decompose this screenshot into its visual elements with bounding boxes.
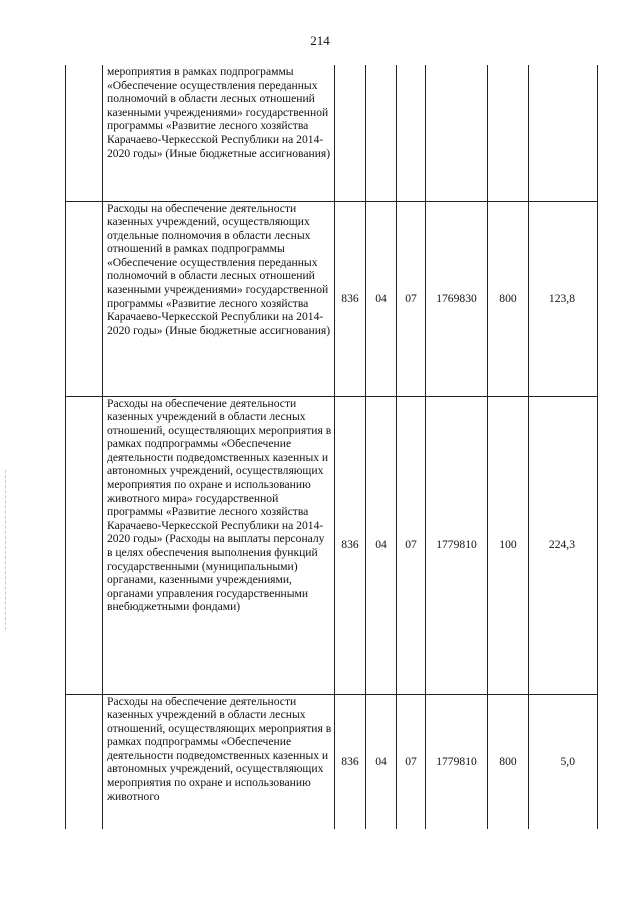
empty-cell: [66, 201, 103, 396]
table-row: [66, 201, 598, 396]
section-code: 04: [366, 694, 397, 829]
page-number: 214: [310, 33, 330, 48]
section-code: 04: [366, 396, 397, 694]
row-description: мероприятия в рамках подпрограммы «Обеспечение осуществления переданных полномочий в области лесных отношений казенными учреждениями» государственной программы «Развитие лесного хозяйства Карачаево-Черкесской Республики на 2014-2020 годы» (Иные бюджетные ассигнования): [103, 65, 335, 201]
table-row: [66, 396, 598, 694]
row-description: Расходы на обеспечение деятельности казенных учреждений в области лесных отношений, осуществляющих мероприятия в рамках подпрограммы «Обеспечение деятельности подведомственных казенных и автономных учреждений, осуществляющих мероприятия по охране и использованию животного мира» государственной программы «Развитие лесного хозяйства Карачаево-Черкесской Республики на 2014-2020 годы» (Расходы на выплаты персоналу в целях обеспечения выполнения функций государственными (муниципальными) органами, казенными учреждениями, органами управления государственными внебюджетными фондами): [103, 396, 335, 694]
subsection-code: [397, 65, 426, 201]
amount: 123,8: [529, 201, 598, 396]
expense-type-code: 800: [488, 694, 529, 829]
row-description: Расходы на обеспечение деятельности казенных учреждений в области лесных отношений, осуществляющих мероприятия в рамках подпрограммы «Обеспечение деятельности подведомственных казенных и автономных учреждений, осуществляющих мероприятия по охране и использованию животного: [103, 694, 335, 829]
section-code: 04: [366, 201, 397, 396]
scan-margin-mark: [5, 470, 6, 630]
expense-type-code: 800: [488, 201, 529, 396]
subsection-code: 07: [397, 201, 426, 396]
table-row: [66, 65, 598, 201]
section-code: [366, 65, 397, 201]
expense-type-code: 100: [488, 396, 529, 694]
subsection-code: 07: [397, 694, 426, 829]
ministry-code: 836: [335, 201, 366, 396]
target-article-code: 1779810: [426, 396, 488, 694]
row-description: Расходы на обеспечение деятельности казенных учреждений, осуществляющих отдельные полномочия в области лесных отношений в рамках подпрограммы «Обеспечение осуществления переданных полномочий в области лесных отношений казенными учреждениями» государственной программы «Развитие лесного хозяйства Карачаево-Черкесской Республики на 2014-2020 годы» (Иные бюджетные ассигнования): [103, 201, 335, 396]
expense-type-code: [488, 65, 529, 201]
table-row: [66, 694, 598, 829]
amount: 224,3: [529, 396, 598, 694]
ministry-code: 836: [335, 694, 366, 829]
empty-cell: [66, 694, 103, 829]
amount: 5,0: [529, 694, 598, 829]
target-article-code: 1769830: [426, 201, 488, 396]
empty-cell: [66, 65, 103, 201]
budget-table: [65, 65, 598, 829]
target-article-code: 1779810: [426, 694, 488, 829]
ministry-code: 836: [335, 396, 366, 694]
subsection-code: 07: [397, 396, 426, 694]
ministry-code: [335, 65, 366, 201]
target-article-code: [426, 65, 488, 201]
empty-cell: [66, 396, 103, 694]
amount: [529, 65, 598, 201]
